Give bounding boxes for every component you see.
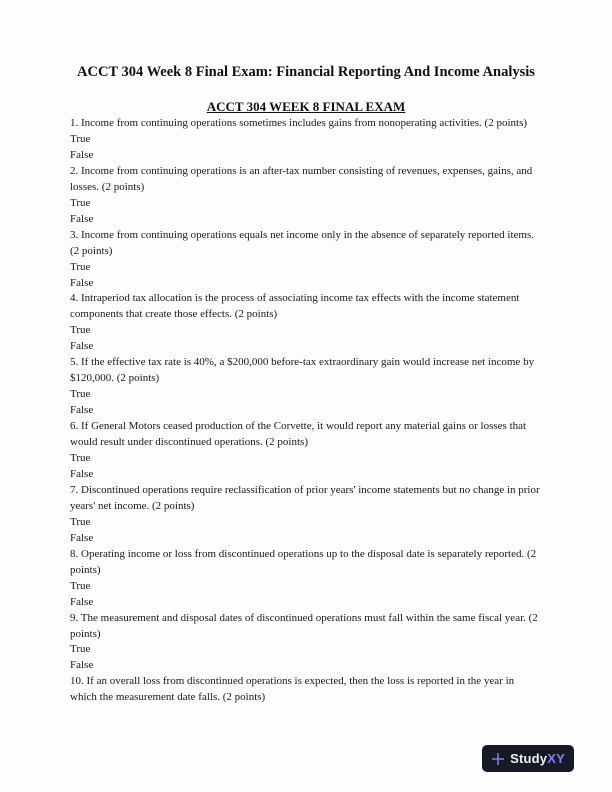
answer-option-true: True (70, 388, 91, 401)
question-text: 9. The measurement and disposal dates of discontinued operations must fall within the same fiscal year. (2 points) (70, 611, 538, 640)
question-block (70, 164, 542, 228)
plus-icon (491, 752, 505, 766)
question-block (70, 228, 542, 292)
question-options (70, 515, 542, 547)
question-text: 3. Income from continuing operations equals net income only in the absence of separately reported items. (2 points) (70, 228, 534, 257)
answer-option-false: False (70, 212, 94, 225)
question-block (70, 483, 542, 547)
studyxy-logo-badge (482, 745, 574, 772)
question-text: 2. Income from continuing operations is an after-tax number consisting of revenues, expenses, gains, and losses. (2 points) (70, 164, 533, 193)
question-options (70, 642, 542, 674)
answer-option-true: True (70, 196, 91, 209)
answer-option-false: False (70, 659, 94, 672)
answer-option-true: True (70, 452, 91, 465)
answer-option-false: False (70, 404, 94, 417)
question-block (70, 291, 542, 355)
question-text: 4. Intraperiod tax allocation is the process of associating income tax effects with the income statement components that create those effects. (2 points) (70, 292, 520, 321)
question-block (70, 674, 542, 706)
questions-list (70, 116, 542, 706)
question-block (70, 547, 542, 611)
answer-option-false: False (70, 148, 94, 161)
question-options (70, 260, 542, 292)
question-options (70, 132, 542, 164)
question-text: 8. Operating income or loss from discontinued operations up to the disposal date is separately reported. (2 points) (70, 547, 537, 576)
answer-option-false: False (70, 595, 94, 608)
question-block (70, 355, 542, 419)
question-options (70, 579, 542, 611)
question-options (70, 387, 542, 419)
question-text: 7. Discontinued operations require reclassification of prior years' income statements but no change in prior years' net income. (2 points) (70, 483, 540, 512)
question-options (70, 323, 542, 355)
answer-option-true: True (70, 132, 91, 145)
exam-heading: ACCT 304 WEEK 8 FINAL EXAM (206, 99, 406, 114)
answer-option-true: True (70, 643, 91, 656)
question-text: 5. If the effective tax rate is 40%, a $200,000 before-tax extraordinary gain would increase net income by $120,000. (2 points) (70, 356, 535, 385)
question-options (70, 451, 542, 483)
brand-text-primary: Study (510, 751, 548, 766)
question-options (70, 196, 542, 228)
answer-option-false: False (70, 467, 94, 480)
answer-option-true: True (70, 515, 91, 528)
answer-option-false: False (70, 340, 94, 353)
question-block (70, 116, 542, 164)
answer-option-true: True (70, 579, 91, 592)
question-text: 6. If General Motors ceased production of the Corvette, it would report any material gains or losses that would result under discontinued operations. (2 points) (70, 420, 527, 449)
document-title: ACCT 304 Week 8 Final Exam: Financial Reporting And Income Analysis (77, 64, 535, 80)
question-text: 10. If an overall loss from discontinued operations is expected, then the loss is reported in the year in which the measurement date falls. (2 points) (70, 675, 515, 704)
answer-option-true: True (70, 260, 91, 273)
question-text: 1. Income from continuing operations sometimes includes gains from nonoperating activities. (2 points) (70, 117, 528, 129)
answer-option-false: False (70, 276, 94, 289)
answer-option-true: True (70, 324, 91, 337)
brand-text (510, 751, 565, 766)
question-block (70, 419, 542, 483)
question-block (70, 611, 542, 675)
answer-option-false: False (70, 531, 94, 544)
brand-text-accent: XY (547, 751, 565, 766)
